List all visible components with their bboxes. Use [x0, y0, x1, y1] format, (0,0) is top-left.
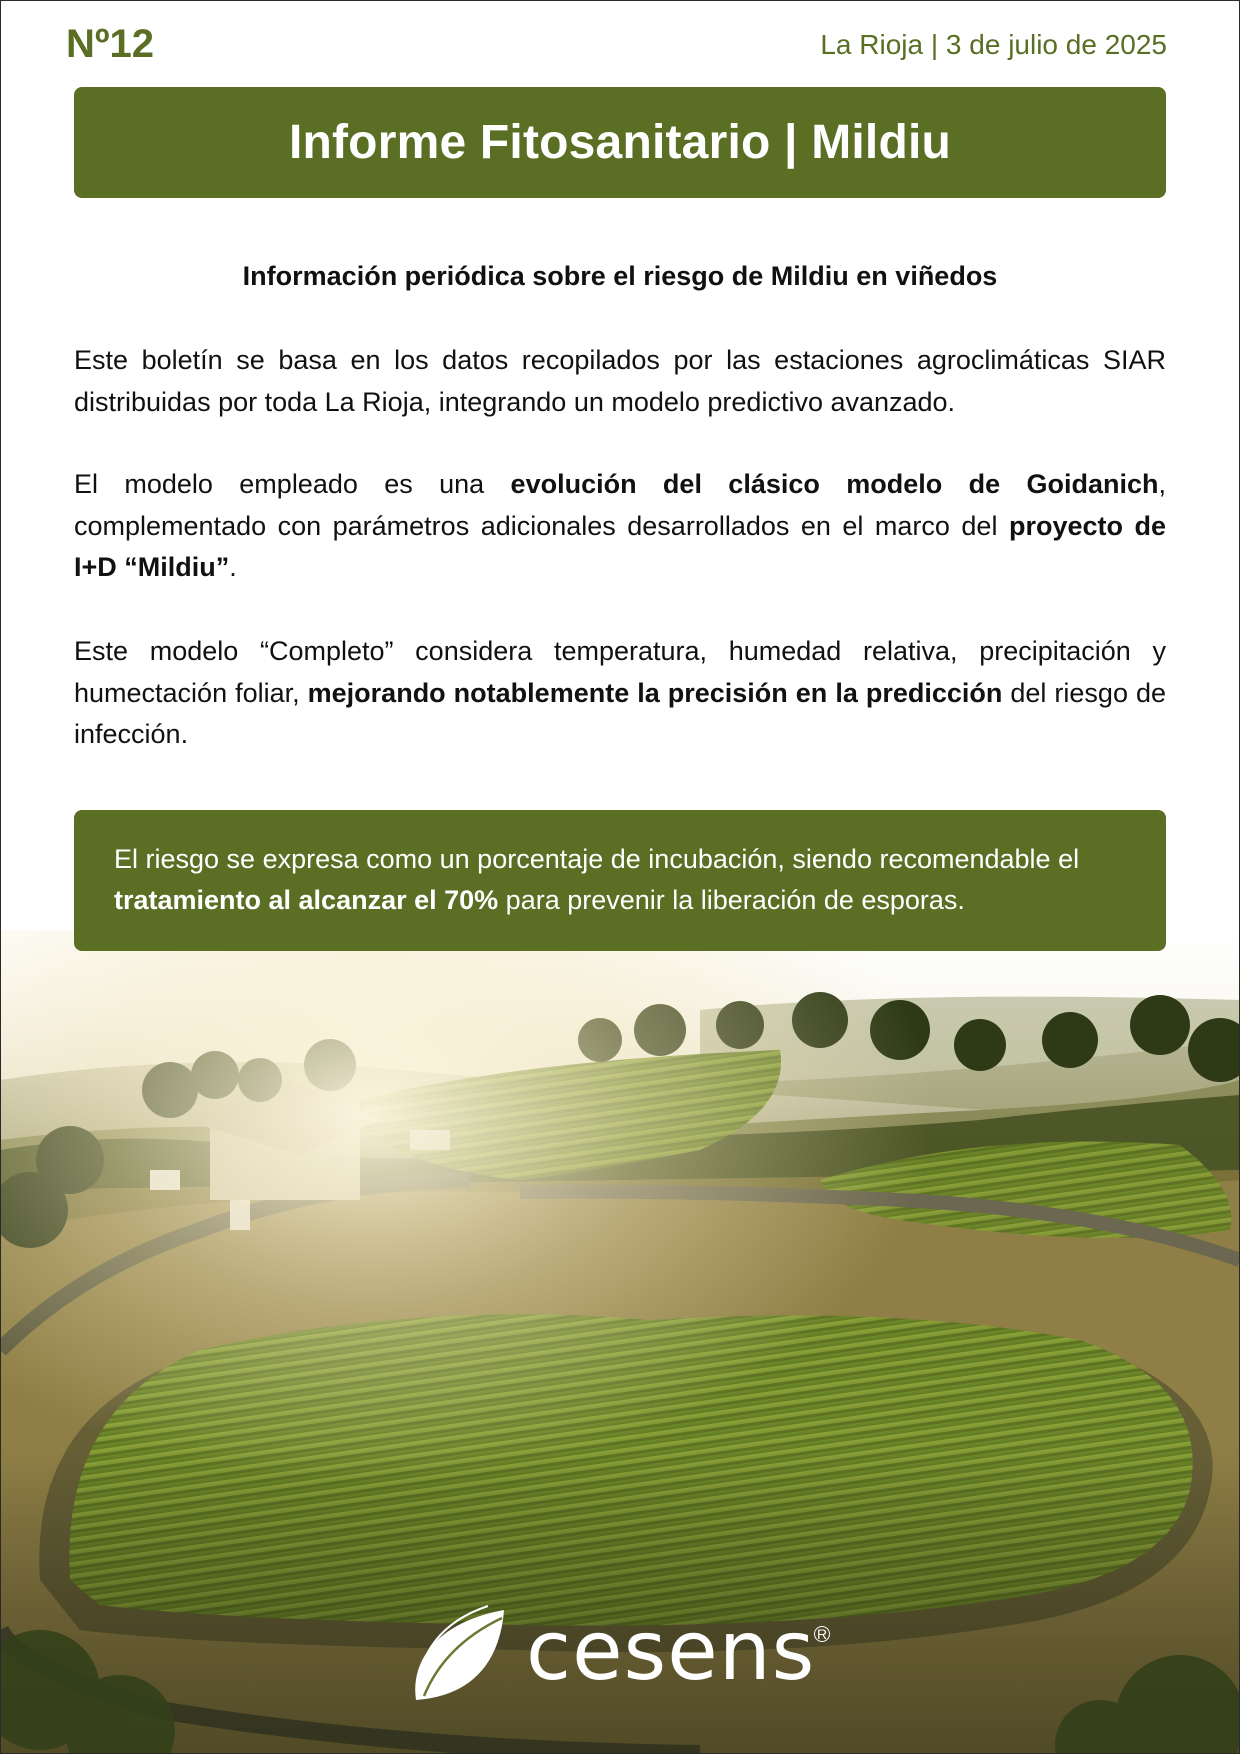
risk-callout — [74, 810, 1166, 951]
subtitle: Información periódica sobre el riesgo de Mildiu en viñedos — [242, 261, 998, 291]
logo-wordmark: cesens — [526, 1604, 816, 1699]
title-banner — [74, 87, 1166, 198]
bold-run: mejorando notablemente la precisión en la predicción — [307, 677, 1003, 708]
text-run: . — [229, 552, 237, 582]
text-run: del riesgo de infección. — [74, 677, 1167, 749]
brand-logo — [408, 1600, 838, 1710]
leaf-icon — [408, 1600, 518, 1710]
bold-run: proyecto de I+D “Mildiu” — [74, 510, 1166, 582]
page-title: Informe Fitosanitario | Mildiu — [288, 116, 952, 169]
risk-text — [114, 839, 1128, 921]
paragraph-intro: Este boletín se basa en los datos recopilados por las estaciones agroclimáticas SIAR distribuidas por toda La Rioja, integrando un modelo predictivo avanzado. — [74, 345, 1166, 417]
text-run: El modelo empleado es una — [74, 469, 511, 499]
paragraph-model — [74, 464, 1166, 589]
bold-run: evolución del clásico modelo de Goidanich — [510, 469, 1159, 499]
text-run: , complementado con parámetros adicionales desarrollados en el marco del — [74, 469, 1166, 541]
paragraph-complete-model — [74, 631, 1166, 756]
text-run: para prevenir la liberación de esporas. — [498, 885, 965, 915]
text-run: Este modelo “Completo” considera temperatura, humedad relativa, precipitación y humectación foliar, — [74, 636, 1166, 708]
issue-number: Nº12 — [66, 22, 154, 66]
text-run: El riesgo se expresa como un porcentaje de incubación, siendo recomendable el — [114, 844, 1080, 874]
registered-mark: R — [814, 1626, 830, 1642]
bold-run: tratamiento al alcanzar el 70% — [114, 885, 499, 915]
location-date: La Rioja | 3 de julio de 2025 — [820, 29, 1167, 60]
